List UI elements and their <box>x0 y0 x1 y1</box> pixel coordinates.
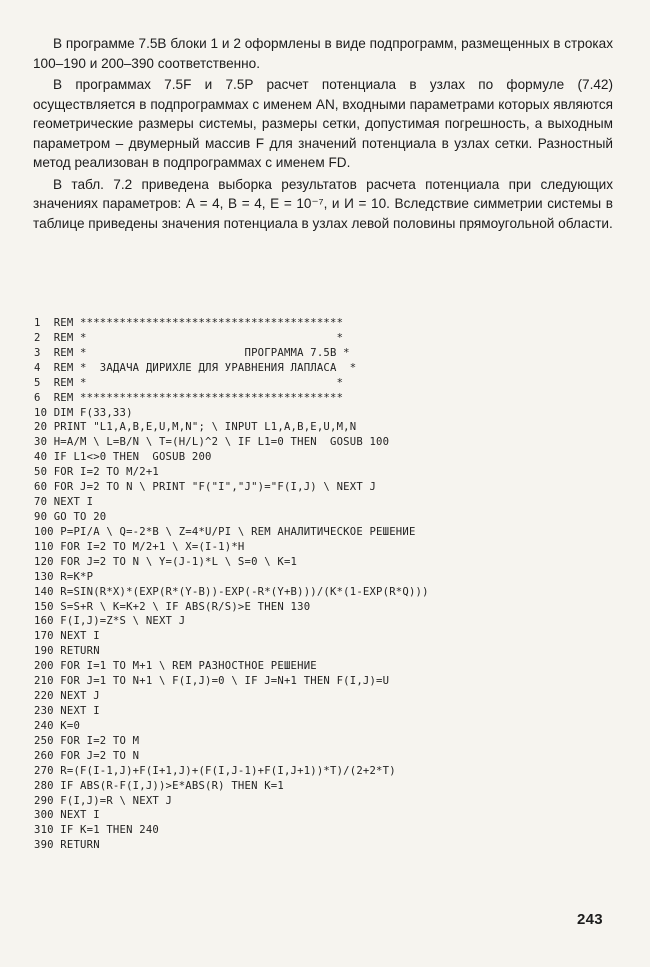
code-line: 50 FOR I=2 TO M/2+1 <box>34 466 159 479</box>
code-line: 160 F(I,J)=Z*S \ NEXT J <box>34 615 186 628</box>
code-line: 20 PRINT "L1,A,B,E,U,M,N"; \ INPUT L1,A,B,E,U,M,N <box>34 421 357 434</box>
code-line: 4 REM * ЗАДАЧА ДИРИХЛЕ ДЛЯ УРАВНЕНИЯ ЛАПЛАСА * <box>34 361 357 374</box>
page-number: 243 <box>577 911 603 928</box>
code-line: 300 NEXT I <box>34 809 100 822</box>
code-line: 5 REM * * <box>34 376 344 389</box>
paragraph-1: В программе 7.5В блоки 1 и 2 оформлены в виде подпрограмм, размещенных в строках 100–190 и 200–390 соответственно. <box>33 36 613 71</box>
code-line: 390 RETURN <box>34 839 100 852</box>
code-line: 240 K=0 <box>34 719 81 732</box>
code-line: 170 NEXT I <box>34 630 100 643</box>
code-line: 220 NEXT J <box>34 690 100 703</box>
code-line: 150 S=S+R \ K=K+2 \ IF ABS(R/S)>E THEN 130 <box>34 600 311 613</box>
paragraph-2: В программах 7.5F и 7.5P расчет потенциала в узлах по формуле (7.42) осуществляется в подпрограммах с именем AN, входными параметрами которых являются геометрические размеры системы, размеры сетки, допустимая погрешность, а выходным параметром – двумерный массив F для значений потенциала в узлах сетки. Разностный метод реализован в подпрограммах с именем FD. <box>33 77 613 170</box>
code-line: 290 F(I,J)=R \ NEXT J <box>34 794 173 807</box>
code-line: 2 REM * * <box>34 331 344 344</box>
code-line: 110 FOR I=2 TO M/2+1 \ X=(I-1)*H <box>34 540 245 553</box>
code-line: 1 REM **************************************** <box>34 317 344 329</box>
code-line: 280 IF ABS(R-F(I,J))>E*ABS(R) THEN K=1 <box>34 779 284 792</box>
program-listing <box>34 316 614 853</box>
code-line: 6 REM **************************************** <box>34 391 344 404</box>
code-line: 140 R=SIN(R*X)*(EXP(R*(Y-B))-EXP(-R*(Y+B)))/(K*(1-EXP(R*Q))) <box>34 585 429 598</box>
code-line: 60 FOR J=2 TO N \ PRINT "F("I","J")="F(I,J) \ NEXT J <box>34 481 377 494</box>
code-line: 260 FOR J=2 TO N <box>34 749 140 762</box>
code-line: 3 REM * ПРОГРАММА 7.5В * <box>34 346 350 359</box>
paragraph-3: В табл. 7.2 приведена выборка результатов расчета потенциала при следующих значениях параметров: А = 4, В = 4, Е = 10⁻⁷, и И = 10. Вследствие симметрии системы в таблице приведены значения потенциала в узлах левой половины прямоугольной области. <box>33 176 613 231</box>
code-line: 120 FOR J=2 TO N \ Y=(J-1)*L \ S=0 \ K=1 <box>34 555 298 568</box>
code-line: 70 NEXT I <box>34 496 94 509</box>
code-line: 30 H=A/M \ L=B/N \ T=(H/L)^2 \ IF L1=0 THEN GOSUB 100 <box>34 436 390 449</box>
code-line: 130 R=K*P <box>34 570 94 583</box>
code-line: 230 NEXT I <box>34 704 100 717</box>
code-line: 90 GO TO 20 <box>34 510 107 523</box>
code-line: 310 IF K=1 THEN 240 <box>34 824 159 837</box>
code-line: 250 FOR I=2 TO M <box>34 734 140 747</box>
code-line: 270 R=(F(I-1,J)+F(I+1,J)+(F(I,J-1)+F(I,J+1))*T)/(2+2*T) <box>34 764 396 777</box>
code-line: 100 P=PI/A \ Q=-2*B \ Z=4*U/PI \ REM АНАЛИТИЧЕСКОЕ РЕШЕНИЕ <box>34 525 416 538</box>
code-line: 200 FOR I=1 TO M+1 \ REM РАЗНОСТНОЕ РЕШЕНИЕ <box>34 660 317 673</box>
code-line: 210 FOR J=1 TO N+1 \ F(I,J)=0 \ IF J=N+1 THEN F(I,J)=U <box>34 675 390 688</box>
body-text <box>33 34 613 233</box>
code-line: 10 DIM F(33,33) <box>34 406 133 419</box>
code-line: 190 RETURN <box>34 645 100 658</box>
code-line: 40 IF L1<>0 THEN GOSUB 200 <box>34 451 212 464</box>
